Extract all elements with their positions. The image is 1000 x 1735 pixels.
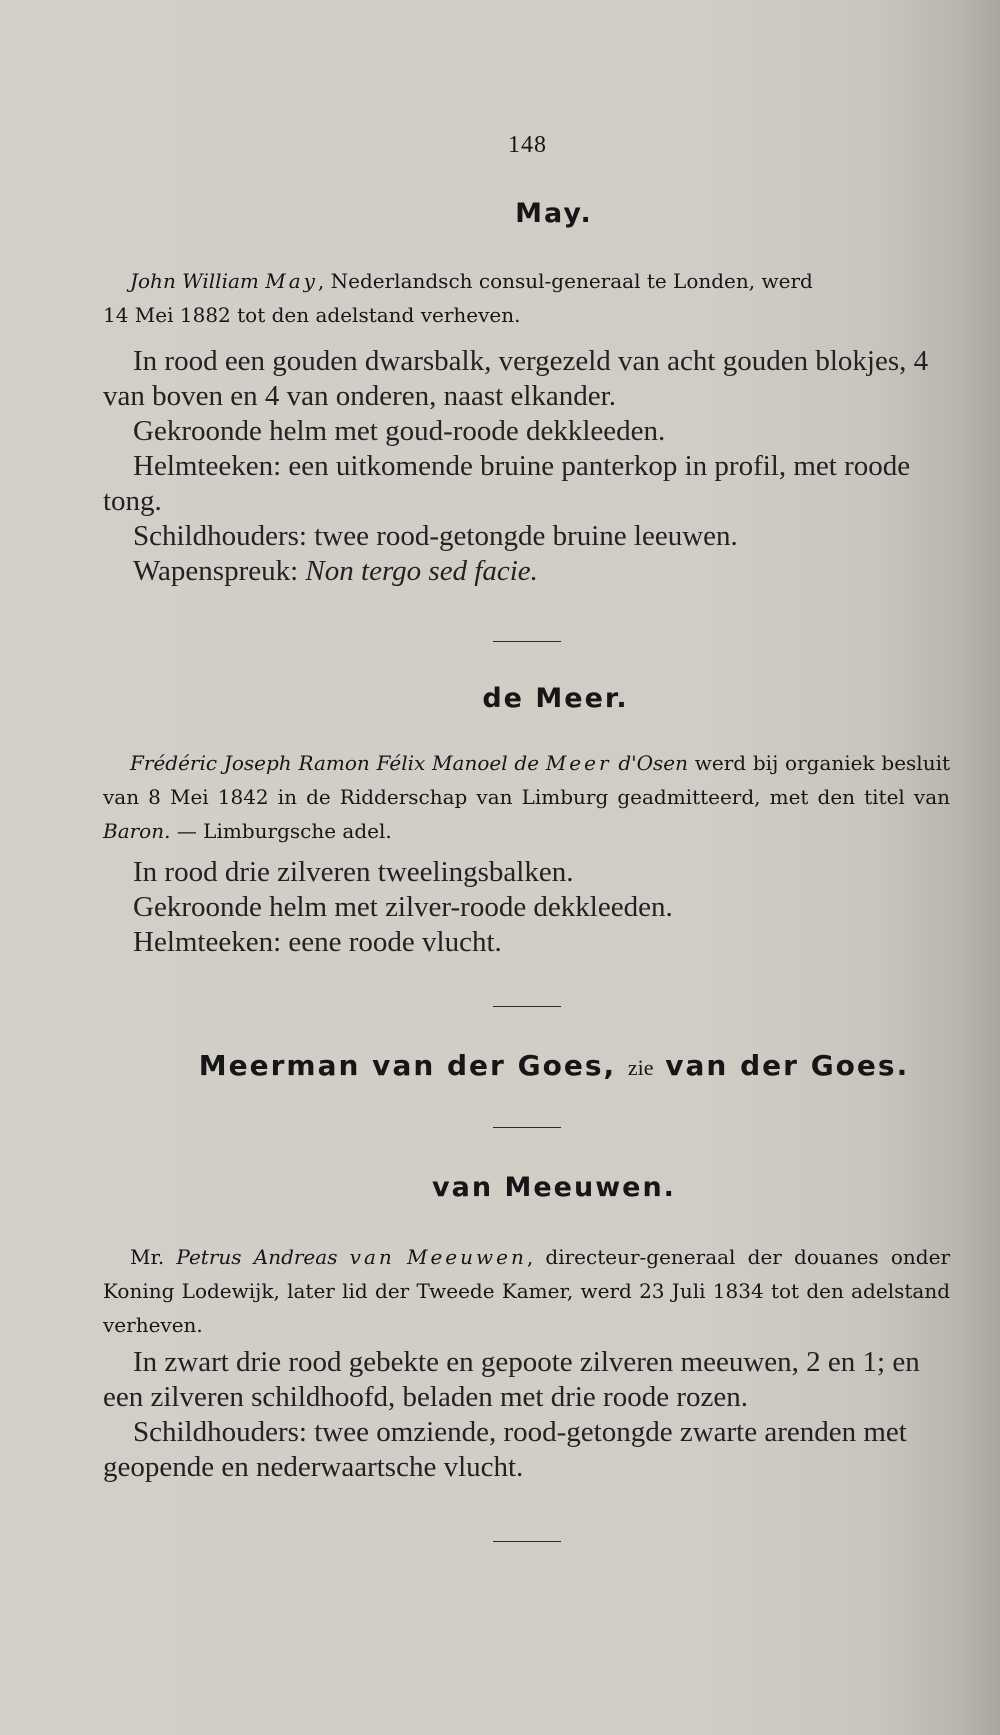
entry-van-meeuwen-blazon xyxy=(103,1345,950,1485)
section-divider xyxy=(493,1541,561,1542)
blazon-line: Gekroonde helm met zilver-roode dekkleeden. xyxy=(133,891,673,923)
section-divider xyxy=(493,641,561,642)
section-divider xyxy=(493,1006,561,1007)
entry-heading: Meerman van der Goes, zie van der Goes. xyxy=(198,1049,910,1082)
entry-intro: Frédéric Joseph Ramon Félix Manoel de Meer d'Osen werd bij organiek besluit van 8 Mei 1842 in de Ridderschap van Limburg geadmitteerd, met den titel van Baron. — Limburgsche adel. xyxy=(103,751,951,843)
blazon-line: Gekroonde helm met goud-roode dekkleeden. xyxy=(133,415,666,447)
entry-meerman xyxy=(103,1049,950,1082)
entry-heading: de Meer. xyxy=(482,683,629,714)
blazon-line: In zwart drie rood gebekte en gepoote zilveren meeuwen, 2 en 1; en een zilveren schildhoofd, beladen met drie roode rozen. xyxy=(103,1346,920,1413)
blazon-line: Schildhouders: twee rood-getongde bruine leeuwen. xyxy=(133,520,738,552)
section-divider xyxy=(493,1127,561,1128)
entry-de-meer-blazon xyxy=(103,855,950,960)
entry-may-blazon xyxy=(103,344,950,589)
entry-van-meeuwen xyxy=(103,1172,950,1203)
entry-van-meeuwen-intro xyxy=(103,1240,950,1342)
blazon-line: Schildhouders: twee omziende, rood-getongde zwarte arenden met geopende en nederwaartsche vlucht. xyxy=(103,1416,907,1483)
entry-may-intro xyxy=(103,264,950,332)
entry-de-meer-intro xyxy=(103,746,950,848)
motto-line: Wapenspreuk: Non tergo sed facie. xyxy=(133,555,538,587)
blazon-line: Helmteeken: eene roode vlucht. xyxy=(133,926,502,958)
page-number: 148 xyxy=(508,132,547,158)
blazon-line: Helmteeken: een uitkomende bruine panterkop in profil, met roode tong. xyxy=(103,450,911,517)
blazon-line: In rood een gouden dwarsbalk, vergezeld van acht gouden blokjes, 4 van boven en 4 van onderen, naast elkander. xyxy=(103,345,929,412)
blazon-line: In rood drie zilveren tweelingsbalken. xyxy=(133,856,574,888)
entry-may xyxy=(103,198,950,229)
entry-intro: John William May, Nederlandsch consul-generaal te Londen, werd 14 Mei 1882 tot den adelstand verheven. xyxy=(103,269,813,327)
entry-intro: Mr. Petrus Andreas van Meeuwen, directeur-generaal der douanes onder Koning Lodewijk, later lid der Tweede Kamer, werd 23 Juli 1834 tot den adelstand verheven. xyxy=(103,1245,950,1337)
entry-heading: May. xyxy=(515,198,593,229)
entry-de-meer xyxy=(103,683,950,714)
entry-heading: van Meeuwen. xyxy=(432,1172,676,1203)
